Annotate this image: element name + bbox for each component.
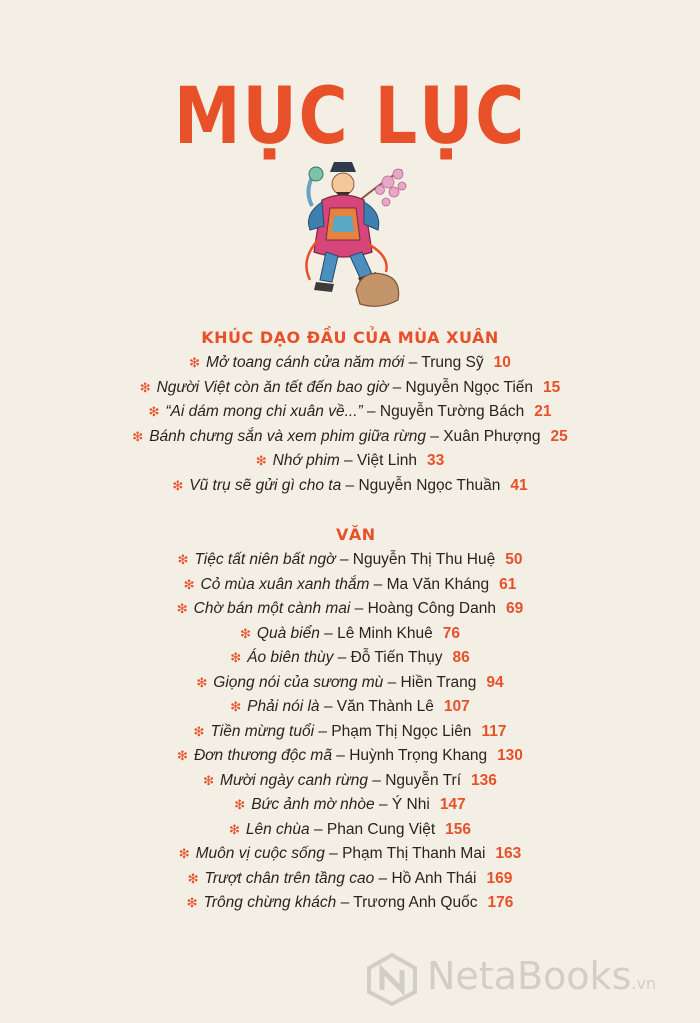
flower-bullet-icon: ❇ (132, 428, 144, 444)
toc-item[interactable]: ❇ Lên chùa – Phan Cung Việt 156 (228, 820, 472, 838)
flower-bullet-icon: ❇ (230, 650, 242, 665)
toc-item[interactable]: ❇ Bánh chưng sắn và xem phim giữa rừng – Xuân Phượng 25 (132, 427, 568, 445)
toc-item[interactable]: ❇ Đơn thương độc mã – Huỳnh Trọng Khang 130 (177, 747, 523, 764)
toc-item[interactable]: ❇ Nhớ phim – Việt Linh 33 (255, 452, 445, 469)
page-number: 61 (499, 575, 517, 593)
page-number: 130 (497, 747, 523, 764)
page-number: 41 (510, 476, 528, 494)
flower-bullet-icon: ❇ (228, 821, 240, 837)
page-number: 156 (445, 820, 472, 838)
flower-bullet-icon: ❇ (183, 576, 195, 592)
watermark (365, 952, 685, 1008)
toc-item[interactable]: ❇ Mở toang cánh cửa năm mới – Trung Sỹ 10 (189, 354, 511, 371)
page-number: 136 (471, 771, 497, 789)
page-number: 10 (493, 354, 511, 371)
toc-item[interactable]: ❇ Mười ngày canh rừng – Nguyễn Trí 136 (203, 771, 497, 789)
flower-bullet-icon: ❇ (187, 870, 199, 886)
flower-bullet-icon: ❇ (193, 723, 205, 739)
flower-bullet-icon: ❇ (255, 453, 267, 468)
page-number: 86 (452, 649, 470, 666)
page-number: 69 (506, 600, 524, 617)
page-number: 25 (550, 427, 568, 445)
flower-bullet-icon: ❇ (203, 772, 215, 788)
page-number: 33 (427, 452, 445, 469)
flower-bullet-icon: ❇ (189, 355, 201, 370)
flower-bullet-icon: ❇ (234, 797, 246, 812)
toc-list-prelude (0, 351, 700, 498)
toc-item[interactable]: ❇ Áo biên thùy – Đỗ Tiến Thụy 86 (230, 649, 470, 666)
flower-bullet-icon: ❇ (176, 601, 188, 616)
watermark-text: NetaBooks.vn (427, 954, 657, 998)
toc-item[interactable]: ❇ Tiền mừng tuổi – Phạm Thị Ngọc Liên 117 (193, 722, 507, 740)
page-number: 169 (486, 869, 513, 887)
flower-bullet-icon: ❇ (178, 846, 190, 861)
flower-bullet-icon: ❇ (177, 552, 189, 567)
page-number: 94 (486, 673, 504, 691)
toc-item[interactable]: ❇ “Ai dám mong chi xuân về...” – Nguyễn Tường Bách 21 (148, 403, 552, 420)
toc-item[interactable]: ❇ Người Việt còn ăn tết đến bao giờ – Nguyễn Ngọc Tiến 15 (139, 378, 561, 396)
section-heading-prelude: KHÚC DẠO ĐẦU CỦA MÙA XUÂN (201, 328, 499, 347)
toc-list-van (0, 548, 700, 916)
scholar-figure-icon (290, 160, 415, 312)
toc-item[interactable]: ❇ Giọng nói của sương mù – Hiền Trang 94 (196, 673, 504, 691)
section-heading-van: VĂN (336, 525, 376, 544)
page-number: 163 (495, 845, 522, 862)
toc-item[interactable]: ❇ Quà biển – Lê Minh Khuê 76 (240, 624, 460, 642)
flower-bullet-icon: ❇ (172, 477, 184, 493)
toc-item[interactable]: ❇ Tiệc tất niên bất ngờ – Nguyễn Thị Thu Huệ 50 (177, 551, 523, 568)
toc-item[interactable]: ❇ Trông chừng khách – Trương Anh Quốc 176 (186, 894, 514, 911)
toc-item[interactable]: ❇ Trượt chân trên tầng cao – Hồ Anh Thái 169 (187, 869, 513, 887)
flower-bullet-icon: ❇ (177, 748, 188, 763)
page-number: 147 (439, 796, 466, 813)
page-number: 15 (543, 378, 561, 396)
page-number: 176 (487, 894, 514, 911)
page-number: 21 (534, 403, 552, 420)
toc-item[interactable]: ❇ Cỏ mùa xuân xanh thắm – Ma Văn Kháng 61 (183, 575, 517, 593)
flower-bullet-icon: ❇ (230, 699, 242, 714)
flower-bullet-icon: ❇ (148, 404, 160, 419)
flower-bullet-icon: ❇ (240, 625, 251, 641)
flower-bullet-icon: ❇ (139, 379, 151, 395)
toc-item[interactable]: ❇ Muôn vị cuộc sống – Phạm Thị Thanh Mai 163 (178, 845, 522, 862)
flower-bullet-icon: ❇ (186, 895, 198, 910)
toc-item[interactable]: ❇ Vũ trụ sẽ gửi gì cho ta – Nguyễn Ngọc Thuần 41 (172, 476, 528, 494)
netabooks-logo-icon (365, 952, 419, 1006)
page-title: MỤC LỤC (173, 72, 527, 162)
page-number: 76 (442, 624, 460, 642)
page-number: 107 (443, 698, 470, 715)
toc-item[interactable]: ❇ Bức ảnh mờ nhòe – Ý Nhi 147 (234, 796, 466, 813)
toc-item[interactable]: ❇ Phải nói là – Văn Thành Lê 107 (230, 698, 470, 715)
page-number: 50 (505, 551, 523, 568)
page-number: 117 (481, 722, 507, 740)
toc-item[interactable]: ❇ Chờ bán một cành mai – Hoàng Công Danh 69 (176, 600, 524, 617)
flower-bullet-icon: ❇ (196, 674, 208, 690)
